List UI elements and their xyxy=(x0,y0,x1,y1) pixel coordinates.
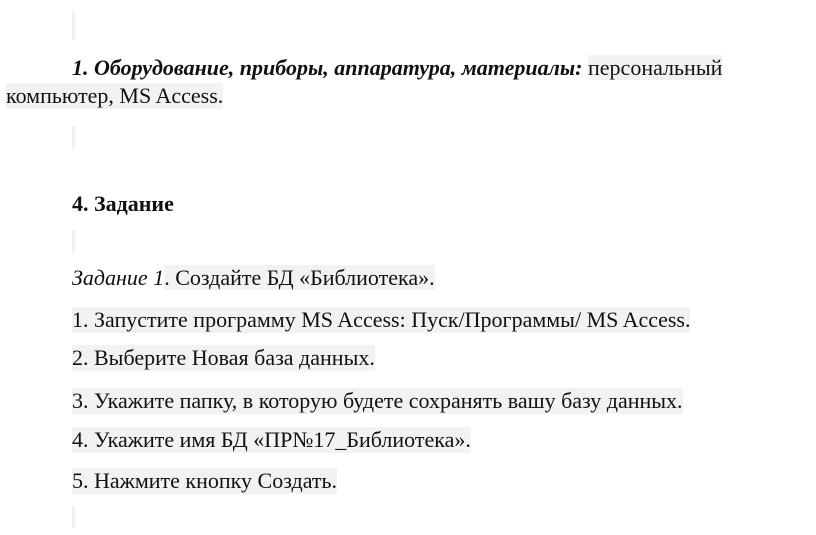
step-5: 5. Нажмите кнопку Создать. xyxy=(72,468,338,493)
task-title-text: . Создайте БД «Библиотека». xyxy=(164,265,435,290)
margin-mark-2 xyxy=(72,230,75,252)
margin-mark-1 xyxy=(72,126,75,148)
task-title xyxy=(72,265,435,291)
step-3: 3. Укажите папку, в которую будете сохранять вашу базу данных. xyxy=(72,388,683,413)
section1-heading: 1. Оборудование, приборы, аппаратура, материалы: xyxy=(72,55,583,80)
task-label: Задание 1 xyxy=(72,265,165,290)
margin-mark-bottom xyxy=(72,506,75,528)
section1-text-1: персональный xyxy=(588,55,723,80)
step-1: 1. Запустите программу MS Access: Пуск/Программы/ MS Access. xyxy=(72,307,691,332)
step-4: 4. Укажите имя БД «ПР№17_Библиотека». xyxy=(72,427,471,452)
section4-heading: 4. Задание xyxy=(72,191,174,216)
margin-mark-top xyxy=(72,12,75,40)
section1-text-2: компьютер, MS Access. xyxy=(6,83,224,108)
section1-line1 xyxy=(72,55,722,81)
step-2: 2. Выберите Новая база данных. xyxy=(72,345,375,370)
